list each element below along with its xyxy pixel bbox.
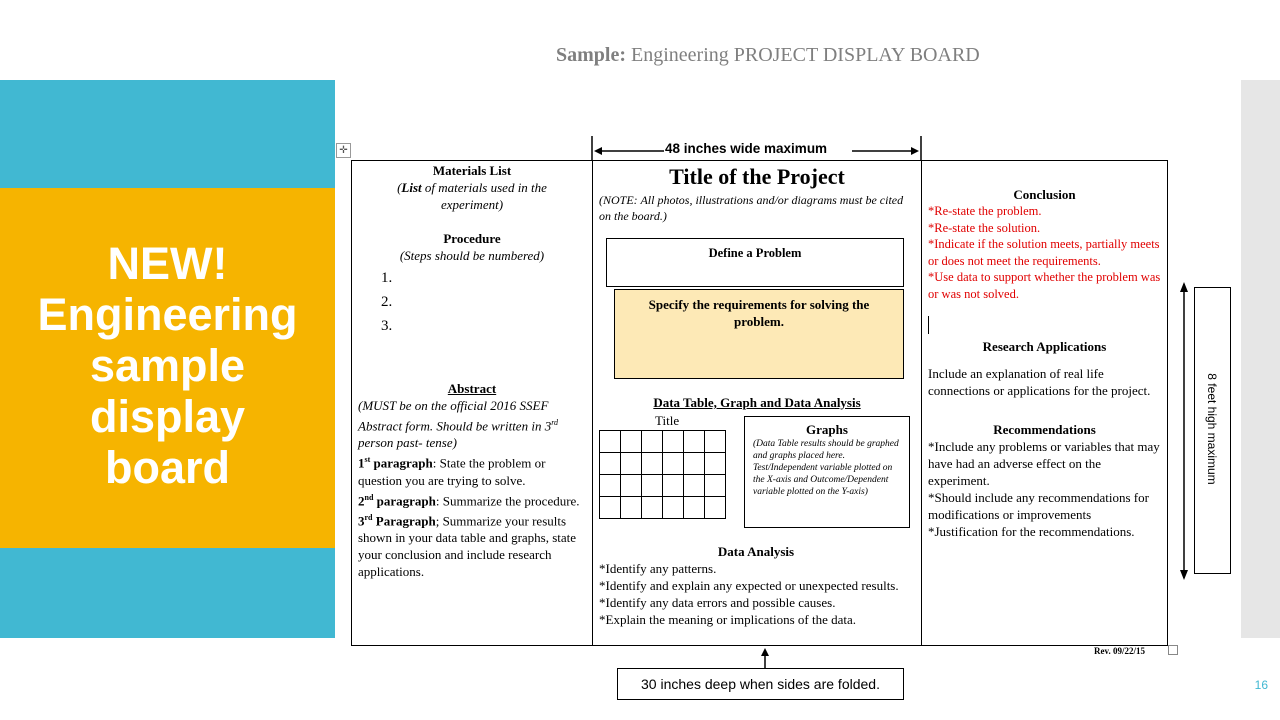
conclusion-item: *Re-state the problem.	[928, 204, 1042, 218]
requirements-box	[614, 289, 904, 379]
p3-sup: rd	[364, 512, 373, 522]
conclusion-item: *Use data to support whether the problem was or was not solved.	[928, 270, 1161, 301]
p1-sup: st	[364, 455, 371, 465]
move-handle-icon[interactable]: ✛	[336, 143, 351, 158]
materials-note: (List of materials used in the experiment)	[397, 180, 547, 212]
p2-sup: nd	[364, 492, 374, 502]
height-dimension-arrow	[1176, 280, 1192, 584]
procedure-note: (Steps should be numbered)	[399, 248, 545, 263]
p2-num: 2	[358, 492, 365, 508]
p3-label: Paragraph	[372, 513, 436, 529]
procedure-steps	[352, 266, 592, 338]
conclusion-list	[922, 203, 1167, 302]
p2-text: : Summarize the procedure.	[435, 492, 580, 508]
requirements-label: Specify the requirements for solving the problem.	[648, 297, 870, 329]
conclusion-heading: Conclusion	[1013, 187, 1076, 202]
recommendation-item: *Should include any recommendations for modifications or improvements	[928, 490, 1149, 522]
procedure-step: 2.	[381, 294, 393, 310]
abstract-paragraph-3	[352, 509, 592, 580]
page-number: 16	[1254, 678, 1268, 692]
analysis-item: *Explain the meaning or implications of the data.	[599, 612, 857, 627]
slide-title-line: sample	[89, 340, 246, 391]
data-heading: Data Table, Graph and Data Analysis	[653, 395, 861, 410]
depth-arrow	[758, 647, 772, 669]
materials-note-bold: List	[401, 180, 422, 195]
sample-heading	[556, 44, 980, 67]
analysis-item: *Identify any patterns.	[599, 561, 717, 576]
p2-label: paragraph	[373, 492, 436, 508]
table-row	[600, 431, 726, 453]
revision-label: Rev. 09/22/15	[1094, 646, 1145, 656]
p3-text: ; Summarize your results shown in your data table and graphs, state your conclusion and include research applications.	[358, 513, 577, 580]
graphs-box	[744, 416, 910, 528]
abstract-paragraph-1	[352, 451, 592, 488]
slide-title-line: NEW!	[107, 238, 228, 289]
table-title: Title	[655, 413, 680, 428]
procedure-step: 3.	[381, 318, 393, 334]
p1-text: : State the problem or question you are trying to solve.	[358, 455, 546, 488]
teal-band-top	[0, 80, 335, 188]
conclusion-item: *Indicate if the solution meets, partially meets or does not meet the requirements.	[928, 237, 1160, 268]
abstract-note-a: (MUST be on the official 2016 SSEF Abstract form. Should be written in 3	[358, 398, 552, 434]
materials-note-text: of materials used in the experiment)	[421, 180, 547, 212]
abstract-paragraph-2	[352, 489, 592, 509]
analysis-item: *Identify and explain any expected or unexpected results.	[599, 578, 899, 593]
recommendations-heading: Recommendations	[993, 422, 1096, 437]
graphs-heading: Graphs	[806, 422, 848, 437]
height-label: 8 feet high maximum	[1205, 373, 1219, 485]
slide-title	[0, 238, 335, 493]
width-label: 48 inches wide maximum	[665, 141, 828, 156]
data-analysis-section	[593, 543, 919, 628]
left-panel	[351, 160, 593, 646]
table-row	[600, 497, 726, 519]
materials-heading: Materials List	[432, 163, 512, 178]
depth-label: 30 inches deep when sides are folded.	[617, 668, 904, 700]
recommendations-list	[922, 438, 1167, 540]
recommendation-item: *Include any problems or variables that may have had an adverse effect on the experiment.	[928, 439, 1160, 488]
p1-num: 1	[358, 455, 365, 471]
p1-label: paragraph	[370, 455, 433, 471]
research-text: Include an explanation of real life connections or applications for the project.	[928, 366, 1151, 398]
text-cursor	[928, 316, 929, 334]
abstract-heading: Abstract	[447, 381, 497, 396]
table-row	[600, 453, 726, 475]
right-grey-strip	[1241, 80, 1280, 638]
abstract-note-b: person past- tense)	[358, 435, 457, 451]
sample-heading-prefix: Sample:	[556, 44, 626, 66]
procedure-heading: Procedure	[443, 231, 501, 246]
project-note: (NOTE: All photos, illustrations and/or diagrams must be cited on the board.)	[599, 193, 904, 223]
table-row	[600, 475, 726, 497]
abstract-note-sup: rd	[551, 418, 559, 427]
define-problem-label: Define a Problem	[708, 246, 802, 260]
slide-title-line: Engineering	[37, 289, 298, 340]
analysis-heading: Data Analysis	[717, 544, 795, 559]
resize-handle-icon[interactable]	[1168, 645, 1178, 655]
slide-title-line: display	[89, 391, 246, 442]
research-heading: Research Applications	[982, 339, 1107, 354]
p3-num: 3	[358, 513, 365, 529]
sample-heading-text: Engineering PROJECT DISPLAY BOARD	[631, 44, 980, 66]
graphs-note: (Data Table results should be graphed and graphs placed here. Test/Independent variable plotted on the X-axis and Outcome/Dependent variable plotted on the Y-axis)	[753, 439, 899, 497]
recommendation-item: *Justification for the recommendations.	[928, 524, 1135, 539]
abstract-note	[352, 397, 592, 451]
define-problem-box	[606, 238, 904, 287]
project-title: Title of the Project	[669, 164, 845, 189]
procedure-step: 1.	[381, 270, 393, 286]
data-table-grid	[599, 430, 726, 519]
slide-title-line: board	[104, 442, 230, 493]
teal-band-bottom	[0, 548, 335, 638]
analysis-item: *Identify any data errors and possible causes.	[599, 595, 836, 610]
right-panel	[921, 160, 1168, 646]
conclusion-item: *Re-state the solution.	[928, 220, 1041, 235]
